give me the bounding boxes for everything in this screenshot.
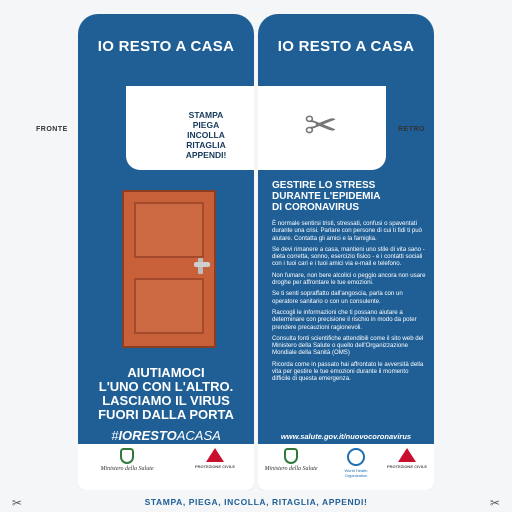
advice-paragraph: Raccogli le informazioni che ti possano aiutare a determinare con precisione il rischio in modo da poter prendere precauzioni ragionevoli.	[272, 308, 417, 331]
door-handle-icon	[194, 262, 210, 267]
hanger-hole-front	[126, 86, 254, 170]
back-heading	[272, 180, 424, 213]
advice-paragraph: Se devi rimanere a casa, mantieni uno stile di vita sano - dieta corretta, sonno, esercizio fisico - e i contatti sociali con i tuoi cari e i tuoi amici via e-mail e telefono.	[272, 245, 425, 268]
hanger-back	[258, 14, 434, 490]
cut-line-footer	[0, 494, 512, 512]
civil-protection-icon	[206, 448, 224, 462]
scissors-icon: ✂	[304, 104, 338, 148]
advice-paragraph: Consulta fonti scientifiche attendibili come il sito web del Ministero della Salute o quello dell'Organizzazione Mondiale della Sanità (OMS)	[272, 334, 424, 357]
heading-line: DI CORONAVIRUS	[272, 202, 360, 213]
back-side-label: RETRO	[398, 126, 425, 133]
front-title: IO RESTO A CASA	[97, 38, 235, 55]
hashtag-bold: IORESTO	[118, 428, 177, 443]
slogan-line: LASCIAMO IL VIRUS	[102, 393, 230, 408]
who-name-line: World Health	[344, 468, 368, 473]
front-logo-strip	[78, 444, 254, 490]
civil-protection-logo	[188, 444, 242, 469]
instruction-line: STAMPA	[188, 110, 224, 120]
scissors-icon: ✂	[489, 496, 500, 510]
slogan-line: FUORI DALLA PORTA	[98, 407, 234, 422]
ministry-name: Ministero della Salute	[100, 466, 154, 472]
civil-protection-icon	[398, 448, 416, 462]
back-advice-list	[272, 220, 426, 387]
front-slogan	[78, 366, 254, 422]
advice-paragraph: Ricorda come in passato hai affrontato le avversità della vita per gestire le tue emozioni durante il momento difficile di questa emergenza.	[272, 360, 424, 383]
instruction-line: INCOLLA	[187, 130, 225, 140]
advice-paragraph: Non fumare, non bere alcolici o peggio ancora non usare droghe per affrontare le tue emozioni.	[272, 271, 426, 287]
slogan-line: L'UNO CON L'ALTRO.	[98, 379, 234, 394]
italian-emblem-icon	[284, 448, 298, 464]
hashtag-prefix: #	[111, 428, 119, 443]
ministry-logo	[260, 444, 322, 472]
hanger-hole-back	[258, 86, 386, 170]
who-name-line: Organization	[344, 473, 368, 478]
slogan-line: AIUTIAMOCI	[127, 365, 205, 380]
hanger-front	[78, 14, 254, 490]
heading-line: GESTIRE LO STRESS	[272, 180, 376, 191]
who-logo	[334, 444, 378, 478]
back-url-link[interactable]: www.salute.gov.it/nuovocoronavirus	[280, 432, 412, 441]
cut-instruction: STAMPA, PIEGA, INCOLLA, RITAGLIA, APPENDI!	[144, 497, 368, 507]
advice-paragraph: È normale sentirsi tristi, stressati, confusi o spaventati durante una crisi. Parlare con persone di cui ti fidi ti può aiutare. Contatta gli amici e la famiglia.	[272, 220, 423, 242]
civil-protection-name: PROTEZIONE CIVILE	[386, 464, 427, 469]
instruction-line: PIEGA	[192, 120, 220, 130]
italian-emblem-icon	[120, 448, 134, 464]
instruction-line: RITAGLIA	[186, 140, 226, 150]
door-icon	[122, 190, 216, 348]
front-instruction	[156, 110, 254, 160]
back-logo-strip	[258, 444, 434, 490]
front-side-label: FRONTE	[36, 126, 68, 133]
door-panel-top	[134, 202, 204, 258]
civil-protection-logo	[382, 444, 432, 469]
ministry-logo	[92, 444, 162, 472]
back-title: IO RESTO A CASA	[277, 38, 415, 55]
front-hashtag	[78, 428, 254, 443]
instruction-line: APPENDI!	[185, 150, 227, 160]
civil-protection-name: PROTEZIONE CIVILE	[194, 464, 235, 469]
who-globe-icon	[347, 448, 365, 466]
heading-line: DURANTE L'EPIDEMIA	[272, 191, 381, 202]
scissors-icon: ✂	[12, 496, 23, 510]
ministry-name: Ministero della Salute	[264, 466, 318, 472]
advice-paragraph: Se ti senti sopraffatto dall'angoscia, parla con un operatore sanitario o con un consulente.	[272, 290, 403, 305]
hashtag-rest: ACASA	[176, 428, 221, 443]
who-name	[334, 468, 378, 478]
door-panel-bottom	[134, 278, 204, 334]
